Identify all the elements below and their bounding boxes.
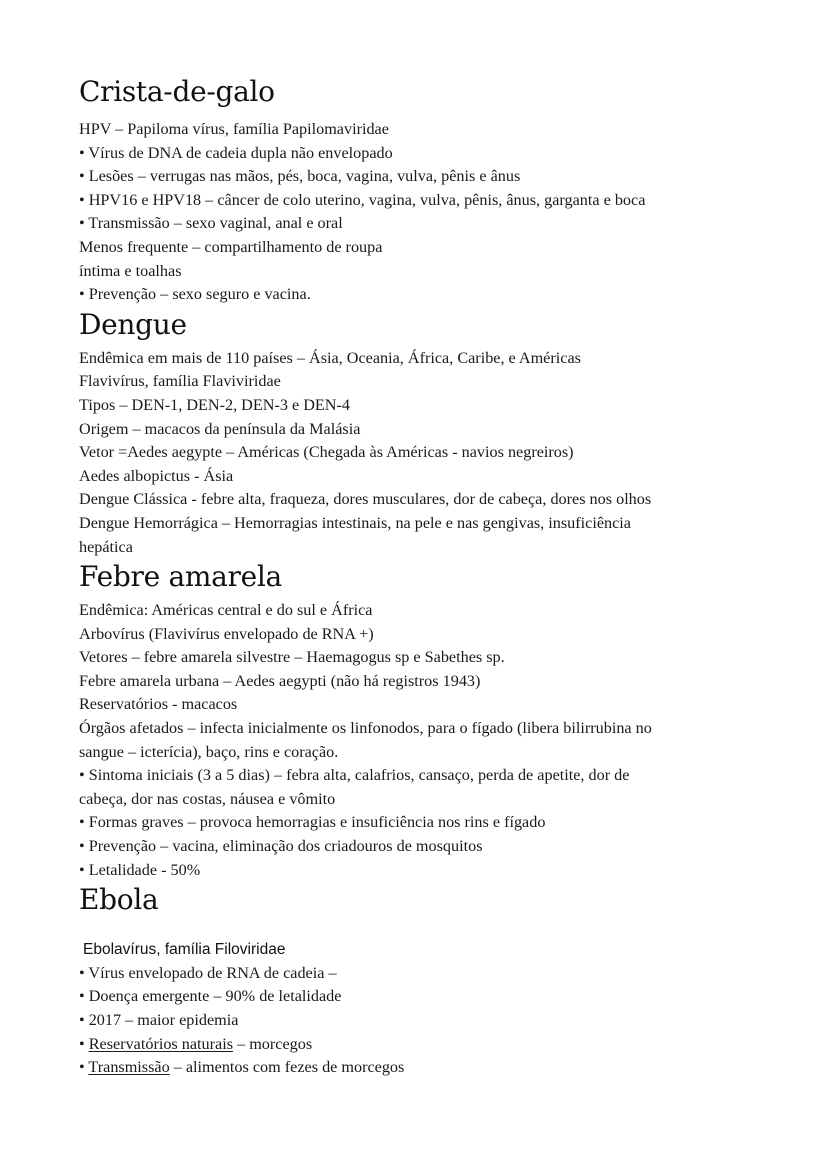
bullet-item: • Formas graves – provoca hemorragias e insuficiência nos rins e fígado <box>79 813 546 832</box>
bullet-item: • Letalidade - 50% <box>79 860 201 879</box>
section-febre-amarela <box>79 559 779 882</box>
text-line: Vetor =Aedes aegypte – Américas (Chegada às Américas - navios negreiros) <box>79 443 574 462</box>
bullet-item: • Lesões – verrugas nas mãos, pés, boca, vagina, vulva, pênis e ânus <box>79 167 521 186</box>
text-line: Vetores – febre amarela silvestre – Haemagogus sp e Sabethes sp. <box>79 648 505 667</box>
bullet-item <box>79 1033 779 1057</box>
section-title: Dengue <box>79 307 187 341</box>
section-title: Crista-de-galo <box>79 75 275 108</box>
section-title: Ebola <box>79 883 159 917</box>
bullet-item: • Doença emergente – 90% de letalidade <box>79 987 342 1006</box>
bullet-item: • Prevenção – vacina, eliminação dos criadouros de mosquitos <box>79 837 483 856</box>
text-line: Arbovírus (Flavivírus envelopado de RNA +) <box>79 624 374 643</box>
text-line: Aedes albopictus - Ásia <box>79 466 234 485</box>
text-line: Menos frequente – compartilhamento de roupa <box>79 237 383 256</box>
text-line: hepática <box>79 537 133 556</box>
text-line: sangue – icterícia), baço, rins e coração. <box>79 742 339 761</box>
section-crista-de-galo <box>79 74 779 307</box>
text-line: Dengue Clássica - febre alta, fraqueza, dores musculares, dor de cabeça, dores nos olhos <box>79 490 652 509</box>
section-dengue <box>79 307 779 559</box>
section-ebola <box>79 882 779 1080</box>
text-line: HPV – Papiloma vírus, família Papilomaviridae <box>79 120 389 138</box>
bullet-marker: • <box>79 1058 89 1077</box>
bullet-text: – alimentos com fezes de morcegos <box>169 1058 405 1077</box>
bullet-item <box>79 1056 779 1080</box>
document-page <box>79 74 779 1080</box>
bullet-item: • Sintoma iniciais (3 a 5 dias) – febra alta, calafrios, cansaço, perda de apetite, dor de <box>79 766 630 785</box>
text-line: Endêmica em mais de 110 países – Ásia, Oceania, África, Caribe, e Américas <box>79 348 581 367</box>
text-line: Origem – macacos da península da Malásia <box>79 419 361 438</box>
text-line: Dengue Hemorrágica – Hemorragias intestinais, na pele e nas gengivas, insuficiência <box>79 513 631 532</box>
underlined-term: Transmissão <box>88 1058 170 1077</box>
bullet-item: • Vírus envelopado de RNA de cadeia – <box>79 963 337 982</box>
bullet-text: – morcegos <box>233 1034 313 1053</box>
bullet-item: • Transmissão – sexo vaginal, anal e oral <box>79 214 343 233</box>
text-line: Reservatórios - macacos <box>79 695 238 714</box>
text-line: Flavivírus, família Flaviviridae <box>79 372 281 391</box>
bullet-item: • 2017 – maior epidemia <box>79 1011 239 1029</box>
text-line: Órgãos afetados – infecta inicialmente os linfonodos, para o fígado (libera bilirrubina no <box>79 719 652 738</box>
text-line: íntima e toalhas <box>79 261 182 280</box>
bullet-item: • Vírus de DNA de cadeia dupla não envelopado <box>79 143 393 162</box>
text-line: cabeça, dor nas costas, náusea e vômito <box>79 789 336 808</box>
section-title: Febre amarela <box>79 560 282 594</box>
bullet-marker: • <box>79 1034 89 1053</box>
text-line: Tipos – DEN-1, DEN-2, DEN-3 e DEN-4 <box>79 395 350 414</box>
text-line: Endêmica: Américas central e do sul e África <box>79 601 373 620</box>
underlined-term: Reservatórios naturais <box>88 1034 234 1053</box>
spacer <box>79 918 779 938</box>
bullet-item: • Prevenção – sexo seguro e vacina. <box>79 285 311 304</box>
text-line: Febre amarela urbana – Aedes aegypti (não há registros 1943) <box>79 671 481 690</box>
bullet-item: • HPV16 e HPV18 – câncer de colo uterino, vagina, vulva, pênis, ânus, garganta e boca <box>79 190 646 209</box>
section-subtitle: Ebolavírus, família Filoviridae <box>83 941 286 959</box>
